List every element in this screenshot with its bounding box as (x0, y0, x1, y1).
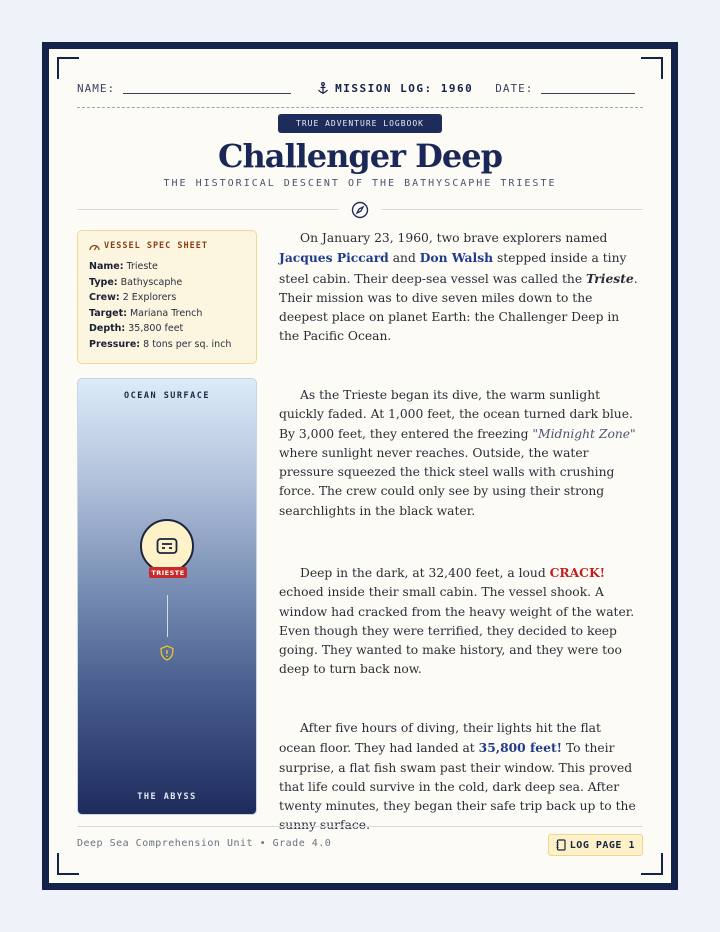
abyss-label: THE ABYSS (137, 792, 197, 802)
gauge-icon (89, 242, 100, 251)
story-paragraph (279, 229, 639, 347)
explorer-name: Jacques Piccard (279, 250, 389, 266)
spec-value: Bathyscaphe (120, 276, 183, 288)
midnight-zone-term: "Midnight Zone" (532, 426, 636, 441)
spec-row (89, 275, 245, 291)
paragraph-text: where sunlight never reaches. Outside, the water pressure squeezed the thick steel walls with crushing force. The crew could only see by using their strong searchlights in the black water. (279, 445, 615, 518)
spec-sheet-title: VESSEL SPEC SHEET (104, 241, 208, 251)
paragraph-text: As the Trieste began its dive, the warm sunlight quickly faded. At 1,000 feet, the ocean turned dark blue. By 3,000 feet, they entered the freezing (279, 388, 633, 441)
corner-mark (57, 853, 79, 875)
logbook-badge: TRUE ADVENTURE LOGBOOK (278, 114, 442, 133)
spec-value: 8 tons per sq. inch (143, 338, 232, 350)
corner-mark (641, 57, 663, 79)
spec-label: Type: (89, 276, 118, 288)
ocean-surface-label: OCEAN SURFACE (123, 391, 211, 401)
spec-label: Crew: (89, 292, 120, 303)
vessel-spec-sheet (77, 230, 257, 364)
corner-mark (57, 57, 79, 79)
paragraph-text: After five hours of diving, their lights hit the flat ocean floor. They had landed at (279, 721, 601, 756)
name-field[interactable] (123, 93, 291, 94)
date-label: DATE: (495, 81, 534, 95)
spec-value: 2 Explorers (122, 292, 177, 303)
mission-log (317, 82, 473, 95)
story-paragraph (279, 563, 639, 680)
spec-sheet-heading (89, 241, 245, 251)
ocean-depth-diagram (77, 378, 257, 815)
explorer-name: Don Walsh (419, 250, 494, 266)
crack-sound: CRACK! (549, 565, 606, 580)
shield-warning-icon (160, 645, 174, 661)
paragraph-text: and (388, 251, 420, 266)
spec-value: 35,800 feet (128, 323, 184, 334)
spec-row (89, 290, 245, 306)
paragraph-text: . Their mission was to dive seven miles down to the deepest place on planet Earth: the Challenger Deep in the Pacific Ocean. (279, 271, 638, 344)
page-subtitle: THE HISTORICAL DESCENT OF THE BATHYSCAPHE TRIESTE (163, 178, 557, 189)
spec-value: Mariana Trench (129, 307, 203, 319)
paragraph-text: To their surprise, a flat fish swam past their window. This proved that life could survive in the cold, dark deep sea. After twenty minutes, they began their safe trip back up to the sunny surface. (279, 741, 636, 833)
corner-mark (641, 853, 663, 875)
spec-row (89, 337, 245, 353)
log-page-label: LOG PAGE 1 (569, 839, 635, 851)
spec-value: Trieste (126, 261, 158, 272)
anchor-icon (317, 82, 329, 95)
spec-row (89, 306, 245, 322)
paragraph-text: echoed inside their small cabin. The vessel shook. A window had cracked from the heavy weight of the water. Even though they were terrified, they decided to keep going. They wanted to make history, and they were too deep to turn back now. (279, 585, 635, 677)
vessel-marker (140, 519, 194, 573)
notebook-icon (556, 839, 566, 851)
header-row (77, 77, 643, 99)
story-paragraph (279, 719, 639, 836)
spec-row (89, 259, 245, 275)
paragraph-text: stepped inside a tiny steel cabin. Their deep-sea vessel was called the (279, 251, 627, 286)
spec-label: Target: (89, 307, 127, 319)
footer-divider (77, 826, 643, 827)
depth-highlight: 35,800 feet! (478, 740, 563, 756)
submarine-icon (156, 537, 178, 555)
title-divider (381, 209, 643, 210)
paragraph-text: Deep in the dark, at 32,400 feet, a loud (300, 566, 550, 580)
worksheet-paper (49, 49, 671, 883)
title-divider (77, 209, 339, 210)
spec-label: Depth: (89, 323, 126, 334)
compass-icon (351, 201, 369, 219)
log-page-badge (548, 834, 643, 856)
story-paragraph (279, 386, 639, 521)
descent-cable (167, 595, 168, 637)
mission-log-label: MISSION LOG: 1960 (335, 81, 474, 95)
paragraph-text: On January 23, 1960, two brave explorers named (300, 231, 608, 245)
page-title: Challenger Deep (218, 137, 502, 175)
date-field[interactable] (541, 93, 635, 94)
spec-row (89, 321, 245, 337)
vessel-name: Trieste (586, 270, 634, 286)
unit-label: Deep Sea Comprehension Unit • Grade 4.0 (77, 838, 332, 849)
header-divider (77, 107, 643, 108)
name-label: NAME: (77, 81, 116, 95)
worksheet-frame (42, 42, 678, 890)
spec-label: Pressure: (89, 338, 141, 350)
vessel-tag: TRIESTE (149, 567, 187, 578)
spec-label: Name: (89, 261, 124, 272)
